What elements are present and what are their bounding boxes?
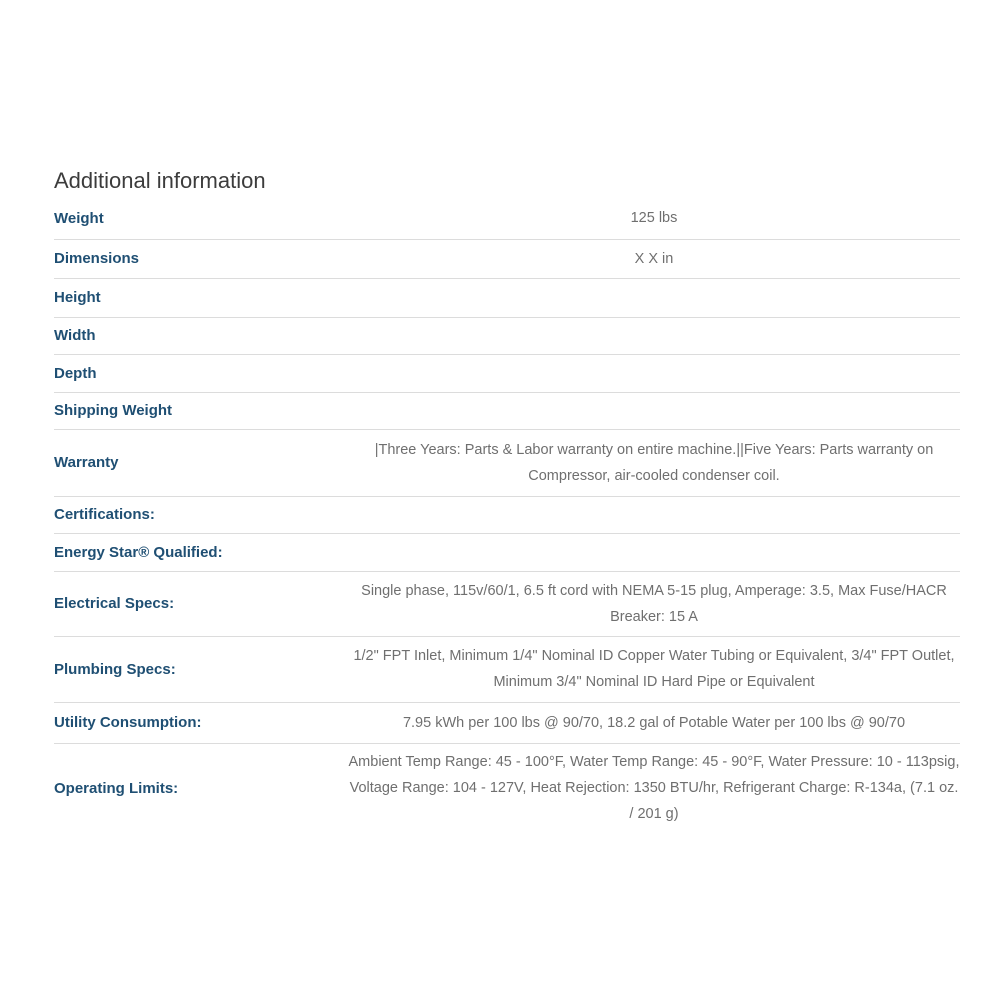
row-value-warranty: |Three Years: Parts & Labor warranty on entire machine.||Five Years: Parts warranty on Compressor, air-cooled condenser coil. bbox=[374, 441, 934, 484]
row-value-certifications bbox=[344, 496, 960, 533]
row-label-energy-star: Energy Star® Qualified: bbox=[54, 543, 223, 561]
table-row bbox=[54, 429, 960, 496]
row-value-height bbox=[344, 278, 960, 317]
additional-information-section bbox=[54, 168, 960, 833]
specs-table bbox=[54, 198, 960, 833]
row-value-energy-star bbox=[344, 533, 960, 571]
table-row bbox=[54, 198, 960, 239]
row-label-weight: Weight bbox=[54, 209, 104, 227]
row-label-utility-consumption: Utility Consumption: bbox=[54, 714, 202, 731]
table-row bbox=[54, 317, 960, 354]
table-row bbox=[54, 354, 960, 392]
row-label-plumbing-specs: Plumbing Specs: bbox=[54, 660, 176, 678]
table-row bbox=[54, 743, 960, 833]
row-label-depth: Depth bbox=[54, 364, 97, 382]
row-label-warranty: Warranty bbox=[54, 454, 119, 471]
row-label-electrical-specs: Electrical Specs: bbox=[54, 595, 175, 612]
row-value-shipping-weight bbox=[344, 392, 960, 429]
row-value-plumbing-specs: 1/2" FPT Inlet, Minimum 1/4" Nominal ID Copper Water Tubing or Equivalent, 3/4" FPT Outlet, Minimum 3/4" Nominal ID Hard Pipe or Equivalent bbox=[353, 648, 955, 690]
row-label-width: Width bbox=[54, 327, 96, 344]
row-value-utility-consumption: 7.95 kWh per 100 lbs @ 90/70, 18.2 gal of Potable Water per 100 lbs @ 90/70 bbox=[402, 714, 906, 731]
row-label-operating-limits: Operating Limits: bbox=[54, 779, 179, 797]
section-title: Additional information bbox=[54, 168, 266, 193]
table-row bbox=[54, 533, 960, 571]
table-row bbox=[54, 496, 960, 533]
table-row bbox=[54, 278, 960, 317]
row-label-certifications: Certifications: bbox=[54, 506, 155, 523]
table-row bbox=[54, 571, 960, 636]
row-label-dimensions: Dimensions bbox=[54, 250, 140, 267]
row-label-shipping-weight: Shipping Weight bbox=[54, 402, 173, 419]
table-row bbox=[54, 392, 960, 429]
row-value-depth bbox=[344, 354, 960, 392]
row-value-weight: 125 lbs bbox=[630, 210, 678, 227]
row-value-width bbox=[344, 317, 960, 354]
table-row bbox=[54, 702, 960, 743]
row-label-height: Height bbox=[54, 289, 101, 306]
row-value-operating-limits: Ambient Temp Range: 45 - 100°F, Water Temp Range: 45 - 90°F, Water Pressure: 10 - 113psig, Voltage Range: 104 - 127V, Heat Rejection: 1350 BTU/hr, Refrigerant Charge: R-134a, (7.1 oz. / 201 g) bbox=[348, 754, 960, 823]
row-value-electrical-specs: Single phase, 115v/60/1, 6.5 ft cord with NEMA 5-15 plug, Amperage: 3.5, Max Fuse/HACR Breaker: 15 A bbox=[361, 582, 947, 625]
table-row bbox=[54, 239, 960, 278]
row-value-dimensions: X X in bbox=[634, 250, 674, 267]
table-row bbox=[54, 636, 960, 702]
